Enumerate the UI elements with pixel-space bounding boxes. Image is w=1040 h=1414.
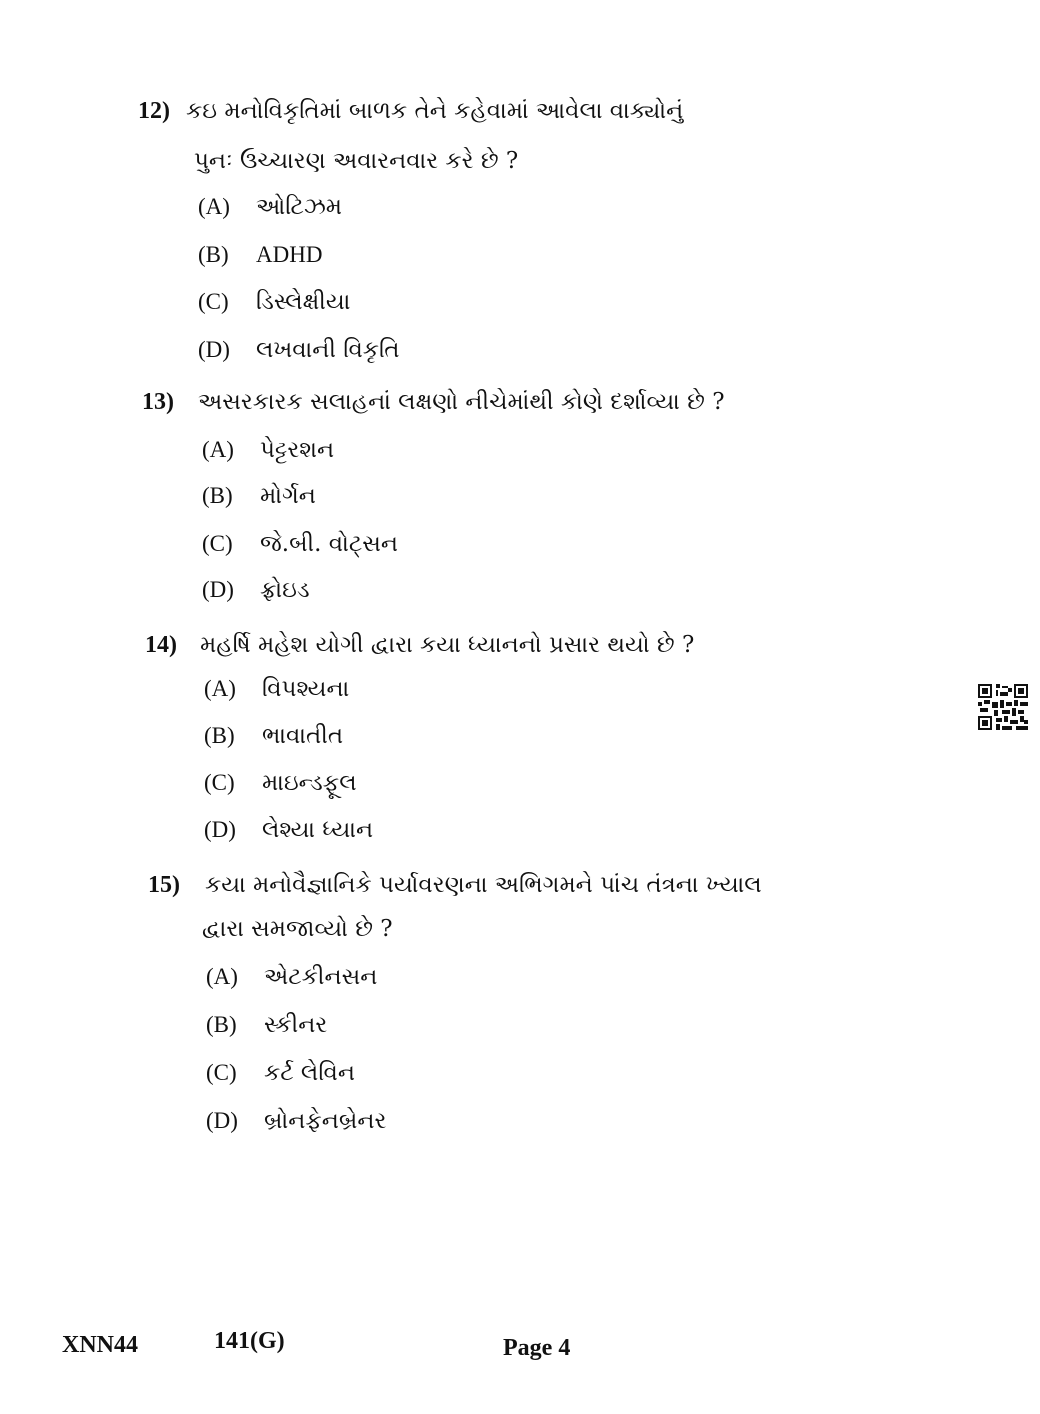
option-text: એટકીનસન xyxy=(264,964,378,990)
question-number: 13) xyxy=(142,389,174,415)
question-text-line: પુનઃ ઉચ્ચારણ અવારનવાર કરે છે ? xyxy=(194,148,519,174)
option-a[interactable] xyxy=(204,674,349,704)
option-letter: (A) xyxy=(202,437,234,462)
option-letter: (C) xyxy=(206,1060,237,1085)
option-letter: (A) xyxy=(206,964,238,989)
option-text: વિપશ્યના xyxy=(262,676,350,702)
qr-code-icon xyxy=(978,684,1028,730)
option-text: કર્ટ લેવિન xyxy=(264,1060,355,1086)
question-number: 14) xyxy=(145,632,177,658)
footer-paper-code: 141(G) xyxy=(214,1328,285,1354)
option-b[interactable] xyxy=(204,721,343,751)
option-text: લેશ્યા ધ્યાન xyxy=(262,817,374,843)
option-d[interactable] xyxy=(206,1106,386,1136)
option-letter: (D) xyxy=(204,817,236,842)
option-text: ભાવાતીત xyxy=(262,723,344,749)
option-text: સ્કીનર xyxy=(264,1012,328,1038)
option-letter: (B) xyxy=(206,1012,237,1037)
option-text: માઇન્ડફૂલ xyxy=(262,770,357,796)
option-c[interactable] xyxy=(206,1058,355,1088)
footer-code: XNN44 xyxy=(62,1332,138,1358)
option-letter: (D) xyxy=(206,1108,238,1133)
option-text: ફ્રોઇડ xyxy=(260,577,310,603)
option-c[interactable] xyxy=(198,287,350,317)
question-number: 15) xyxy=(148,872,180,898)
option-d[interactable] xyxy=(198,335,400,365)
option-letter: (D) xyxy=(198,337,230,362)
option-text: જે.બી. વોટ્સન xyxy=(260,531,398,557)
option-b[interactable] xyxy=(198,240,322,270)
question-text-line: કયા મનોવૈજ્ઞાનિકે પર્યાવરણના અભિગમને પાંચ તંત્રના ખ્યાલ xyxy=(205,872,762,898)
question-text-line: મહર્ષિ મહેશ યોગી દ્વારા કયા ધ્યાનનો પ્રસાર થયો છે ? xyxy=(200,632,695,658)
option-c[interactable] xyxy=(204,768,357,798)
option-text: ડિસ્લેક્ષીયા xyxy=(256,289,351,315)
option-letter: (B) xyxy=(198,242,229,267)
option-letter: (A) xyxy=(204,676,236,701)
question-text-line: અસરકારક સલાહનાં લક્ષણો નીચેમાંથી કોણે દર્શાવ્યા છે ? xyxy=(198,389,725,415)
option-text: બ્રોનફેનબ્રેનર xyxy=(264,1108,387,1134)
question-text-line: કઇ મનોવિકૃતિમાં બાળક તેને કહેવામાં આવેલા વાક્યોનું xyxy=(186,98,684,124)
option-b[interactable] xyxy=(202,481,316,511)
option-letter: (B) xyxy=(204,723,235,748)
option-text: ઓટિઝમ xyxy=(256,194,343,220)
question-text-line: દ્વારા સમજાવ્યો છે ? xyxy=(202,916,393,942)
option-letter: (C) xyxy=(202,531,233,556)
option-text: ADHD xyxy=(256,242,323,267)
option-c[interactable] xyxy=(202,529,398,559)
question-number: 12) xyxy=(138,98,170,124)
option-text: મોર્ગન xyxy=(260,483,316,509)
option-letter: (A) xyxy=(198,194,230,219)
option-letter: (C) xyxy=(204,770,235,795)
option-text: લખવાની વિકૃતિ xyxy=(256,337,400,363)
option-text: પેટ્ટરશન xyxy=(260,437,335,463)
option-a[interactable] xyxy=(198,192,342,222)
option-b[interactable] xyxy=(206,1010,327,1040)
option-a[interactable] xyxy=(206,962,377,992)
option-a[interactable] xyxy=(202,435,334,465)
option-letter: (C) xyxy=(198,289,229,314)
option-letter: (D) xyxy=(202,577,234,602)
option-letter: (B) xyxy=(202,483,233,508)
option-d[interactable] xyxy=(202,575,310,605)
option-d[interactable] xyxy=(204,815,373,845)
footer-page-number: Page 4 xyxy=(503,1335,571,1361)
